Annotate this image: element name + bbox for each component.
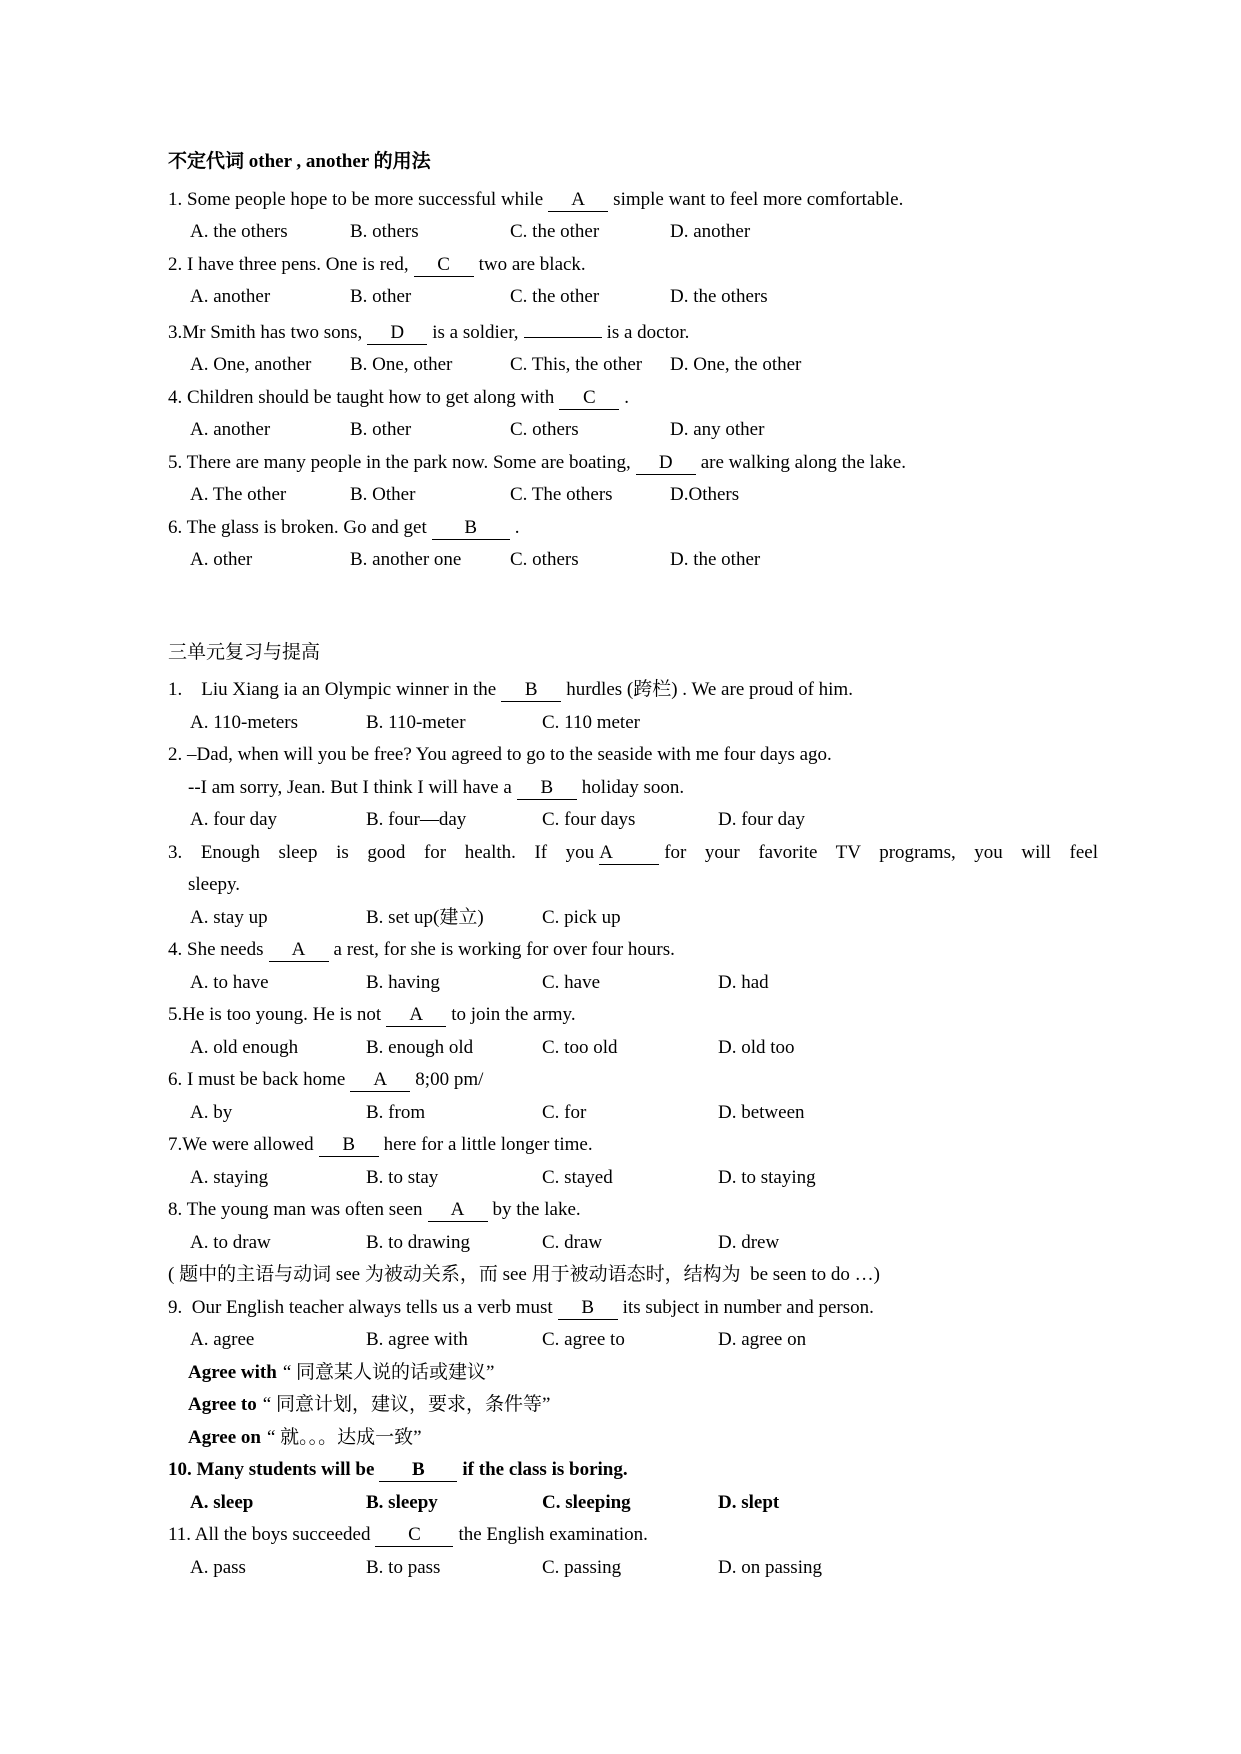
option-c: C. draw xyxy=(542,1231,603,1253)
question-text: 3.Mr Smith has two sons, xyxy=(168,321,363,343)
answer-blank: A xyxy=(428,1198,488,1222)
note-text: “ 同意计划，建议，要求，条件等” xyxy=(262,1394,551,1415)
question-text: to join the army. xyxy=(451,1004,576,1025)
answer-blank: C xyxy=(414,253,474,277)
options-s1-4 xyxy=(168,414,1098,447)
worksheet-content xyxy=(168,146,1098,1584)
section-other-another xyxy=(168,146,1098,577)
question-text: 3. Enough sleep is good for health. If you xyxy=(168,841,595,863)
answer-blank: C xyxy=(375,1523,453,1547)
option-c: C. have xyxy=(542,971,601,993)
options-s2-3 xyxy=(168,902,1098,935)
question-text: 6. I must be back home xyxy=(168,1069,346,1090)
question-text: . xyxy=(514,516,520,538)
note-text: “ 同意某人说的话或建议” xyxy=(282,1361,495,1383)
option-b: B. agree with xyxy=(366,1329,468,1350)
question-s1-6 xyxy=(168,512,1098,545)
usage-note-agree-to xyxy=(168,1389,1098,1422)
question-s2-9 xyxy=(168,1292,1098,1325)
question-text: . xyxy=(624,386,630,408)
question-s1-5 xyxy=(168,447,1098,480)
option-a: A. by xyxy=(190,1101,233,1123)
question-s2-1 xyxy=(168,674,1098,707)
question-text: 10. Many students will be xyxy=(168,1459,375,1480)
answer-blank: B xyxy=(379,1458,457,1482)
option-b: B. to stay xyxy=(366,1166,439,1188)
answer-blank: A xyxy=(599,841,659,865)
option-d: D. four day xyxy=(718,809,806,830)
question-text: holiday soon. xyxy=(581,776,685,798)
option-b: B. having xyxy=(366,971,440,993)
note-lead: Agree with xyxy=(188,1361,277,1383)
question-s2-2-line1 xyxy=(168,739,1098,772)
question-text: hurdles (跨栏) . We are proud of him. xyxy=(566,679,853,700)
option-b: B. to drawing xyxy=(366,1231,470,1253)
question-text: 2. –Dad, when will you be free? You agreed to go to the seaside with me four days ago. xyxy=(168,744,832,765)
question-text: by the lake. xyxy=(492,1199,581,1220)
option-d: D. One, the other xyxy=(670,354,802,375)
question-s1-2 xyxy=(168,249,1098,282)
option-c: C. 110 meter xyxy=(542,711,640,733)
question-text: 7.We were allowed xyxy=(168,1134,314,1155)
option-c: C. pick up xyxy=(542,906,621,928)
options-s2-9 xyxy=(168,1324,1098,1357)
option-d: D. old too xyxy=(718,1036,795,1058)
options-s1-2 xyxy=(168,281,1098,314)
section-unit-review xyxy=(168,637,1098,1585)
answer-blank: B xyxy=(432,516,510,540)
options-s1-5 xyxy=(168,479,1098,512)
option-a: A. the others xyxy=(190,221,288,242)
question-text: is a doctor. xyxy=(606,321,690,343)
question-text: 4. She needs xyxy=(168,939,264,960)
option-c: C. This, the other xyxy=(510,354,643,375)
option-a: A. other xyxy=(190,549,253,570)
answer-blank: B xyxy=(558,1296,618,1320)
option-c: C. the other xyxy=(510,221,600,242)
note-text: “ 就。。。达成一致” xyxy=(267,1426,422,1448)
options-s2-8 xyxy=(168,1227,1098,1260)
options-s2-4 xyxy=(168,967,1098,1000)
option-c: C. sleeping xyxy=(542,1491,631,1513)
option-b: B. another one xyxy=(350,549,462,570)
options-s2-5 xyxy=(168,1032,1098,1065)
option-b: B. others xyxy=(350,221,419,242)
question-text: if the class is boring. xyxy=(462,1459,628,1480)
question-text: a rest, for she is working for over four hours. xyxy=(333,939,675,960)
grammar-note-s2-8 xyxy=(168,1259,1098,1292)
question-text: for your favorite TV programs, you will feel xyxy=(664,841,1098,863)
question-s1-4 xyxy=(168,382,1098,415)
option-b: B. One, other xyxy=(350,354,453,375)
option-a: A. One, another xyxy=(190,354,312,375)
options-s2-11 xyxy=(168,1552,1098,1585)
options-s1-1 xyxy=(168,216,1098,249)
question-s2-2-line2 xyxy=(168,772,1098,805)
question-text: its subject in number and person. xyxy=(622,1296,874,1318)
option-c: C. the other xyxy=(510,286,600,307)
option-b: B. four—day xyxy=(366,809,467,830)
note-lead: Agree to xyxy=(188,1394,257,1415)
answer-blank: A xyxy=(269,938,329,962)
question-s1-3 xyxy=(168,314,1098,350)
option-d: D. slept xyxy=(718,1491,780,1513)
question-text: are walking along the lake. xyxy=(700,451,906,473)
options-s2-10 xyxy=(168,1487,1098,1520)
question-text: 6. The glass is broken. Go and get xyxy=(168,516,427,538)
answer-blank: A xyxy=(386,1003,446,1027)
answer-blank: A xyxy=(350,1068,410,1092)
answer-blank: D xyxy=(636,451,696,475)
option-a: A. 110-meters xyxy=(190,711,298,733)
options-s1-6 xyxy=(168,544,1098,577)
option-a: A. The other xyxy=(190,484,287,505)
options-s2-6 xyxy=(168,1097,1098,1130)
option-d: D. between xyxy=(718,1101,805,1123)
option-d: D. the others xyxy=(670,286,768,307)
option-c: C. others xyxy=(510,549,579,570)
option-d: D. to staying xyxy=(718,1166,816,1188)
answer-blank-empty xyxy=(524,314,602,338)
question-text: here for a little longer time. xyxy=(383,1134,593,1155)
question-text: 8;00 pm/ xyxy=(415,1069,484,1090)
question-text: simple want to feel more comfortable. xyxy=(613,188,904,210)
option-b: B. Other xyxy=(350,484,416,505)
answer-blank: A xyxy=(548,188,608,212)
option-a: A. staying xyxy=(190,1166,269,1188)
question-s2-8 xyxy=(168,1194,1098,1227)
question-s1-1 xyxy=(168,184,1098,217)
option-b: B. other xyxy=(350,286,412,307)
section2-title: 三单元复习与提高 xyxy=(168,641,321,663)
option-d: D.Others xyxy=(670,484,740,505)
usage-note-agree-with xyxy=(168,1357,1098,1390)
options-s2-1 xyxy=(168,707,1098,740)
question-text: 1. Some people hope to be more successful while xyxy=(168,188,544,210)
question-s2-10 xyxy=(168,1454,1098,1487)
option-b: B. enough old xyxy=(366,1036,474,1058)
option-c: C. for xyxy=(542,1101,587,1123)
option-a: A. stay up xyxy=(190,906,268,928)
option-b: B. set up(建立) xyxy=(366,906,484,928)
question-text: is a soldier, xyxy=(432,321,519,343)
question-s2-7 xyxy=(168,1129,1098,1162)
question-text: two are black. xyxy=(478,253,586,275)
question-s2-4 xyxy=(168,934,1098,967)
question-text: 8. The young man was often seen xyxy=(168,1199,423,1220)
option-d: D. drew xyxy=(718,1231,780,1253)
option-a: A. to have xyxy=(190,971,269,993)
option-c: C. too old xyxy=(542,1036,618,1058)
usage-note-agree-on xyxy=(168,1422,1098,1455)
option-b: B. other xyxy=(350,419,412,440)
question-text: 4. Children should be taught how to get along with xyxy=(168,386,555,408)
question-text: 2. I have three pens. One is red, xyxy=(168,253,409,275)
option-b: B. 110-meter xyxy=(366,711,466,733)
option-a: A. another xyxy=(190,419,271,440)
question-s2-6 xyxy=(168,1064,1098,1097)
question-text: 1. Liu Xiang ia an Olympic winner in the xyxy=(168,679,497,700)
answer-blank: C xyxy=(559,386,619,410)
question-s2-11 xyxy=(168,1519,1098,1552)
question-text: 5. There are many people in the park now. Some are boating, xyxy=(168,451,631,473)
question-text: 11. All the boys succeeded xyxy=(168,1524,371,1545)
option-c: C. four days xyxy=(542,809,636,830)
note-lead: Agree on xyxy=(188,1426,261,1448)
options-s1-3 xyxy=(168,349,1098,382)
note-text: ( 题中的主语与动词 see 为被动关系，而 see 用于被动语态时，结构为 be seen to do …) xyxy=(168,1264,880,1285)
option-a: A. another xyxy=(190,286,271,307)
option-a: A. pass xyxy=(190,1556,246,1578)
option-d: D. had xyxy=(718,971,769,993)
section1-title: 不定代词 other , another 的用法 xyxy=(168,151,431,172)
options-s2-2 xyxy=(168,804,1098,837)
answer-blank: B xyxy=(319,1133,379,1157)
question-text: the English examination. xyxy=(458,1524,648,1545)
option-c: C. The others xyxy=(510,484,613,505)
option-d: D. agree on xyxy=(718,1329,807,1350)
option-a: A. to draw xyxy=(190,1231,271,1253)
option-c: C. stayed xyxy=(542,1166,613,1188)
options-s2-7 xyxy=(168,1162,1098,1195)
option-d: D. another xyxy=(670,221,751,242)
question-text: 5.He is too young. He is not xyxy=(168,1004,382,1025)
option-a: A. agree xyxy=(190,1329,255,1350)
question-text: 9. Our English teacher always tells us a verb must xyxy=(168,1296,553,1318)
option-d: D. on passing xyxy=(718,1556,822,1578)
option-c: C. others xyxy=(510,419,579,440)
question-s2-3-line1 xyxy=(168,837,1098,870)
question-s2-3-line2 xyxy=(168,869,1098,902)
option-d: D. the other xyxy=(670,549,761,570)
question-text: sleepy. xyxy=(188,874,241,895)
option-b: B. sleepy xyxy=(366,1491,438,1513)
answer-blank: B xyxy=(517,776,577,800)
question-text: --I am sorry, Jean. But I think I will have a xyxy=(188,776,512,798)
answer-blank: B xyxy=(501,678,561,702)
option-a: A. old enough xyxy=(190,1036,299,1058)
option-b: B. from xyxy=(366,1101,426,1123)
option-c: C. agree to xyxy=(542,1329,625,1350)
question-s2-5 xyxy=(168,999,1098,1032)
option-a: A. sleep xyxy=(190,1491,254,1513)
option-c: C. passing xyxy=(542,1556,622,1578)
option-a: A. four day xyxy=(190,809,278,830)
option-d: D. any other xyxy=(670,419,765,440)
answer-blank: D xyxy=(367,321,427,345)
option-b: B. to pass xyxy=(366,1556,441,1578)
